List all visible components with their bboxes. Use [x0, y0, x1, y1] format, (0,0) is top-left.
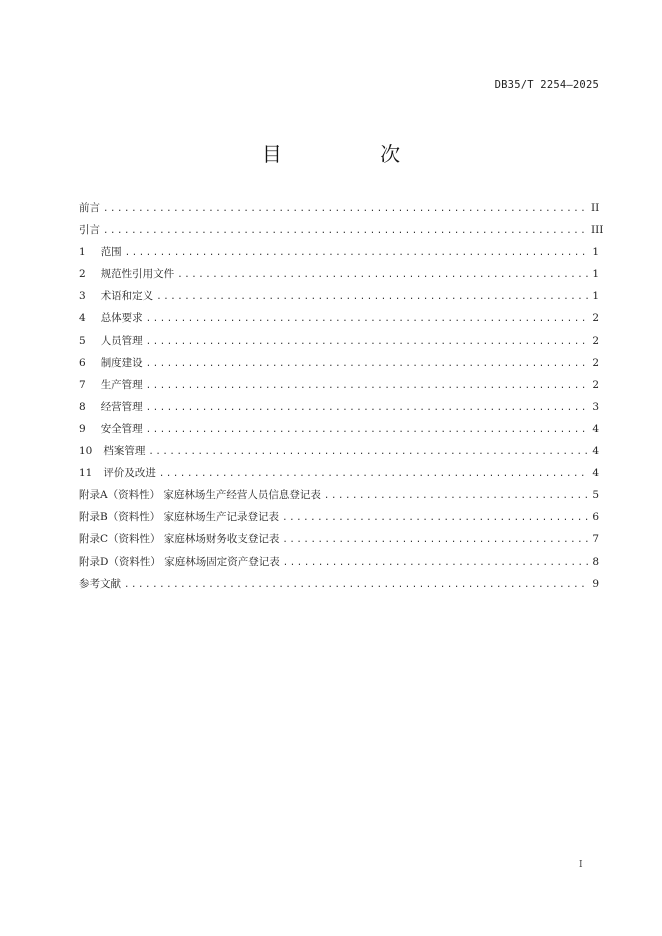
- toc-entry-number: 7: [79, 378, 86, 391]
- toc-entry-label: 参考文献: [79, 577, 121, 590]
- dot-leader: [146, 359, 588, 369]
- toc-entry-page: 1: [592, 246, 599, 259]
- toc-entry-page: 4: [592, 467, 599, 480]
- toc-entry-page: 2: [592, 312, 599, 325]
- toc-entry[interactable]: [79, 288, 599, 310]
- toc-entry[interactable]: [79, 222, 604, 244]
- toc-entry-number: 1: [79, 246, 86, 259]
- toc-entry[interactable]: [79, 487, 599, 509]
- dot-leader: [148, 447, 588, 457]
- toc-entry-label: 人员管理: [100, 334, 143, 347]
- toc-entry[interactable]: [79, 333, 599, 355]
- toc-entry-page: 5: [592, 489, 599, 502]
- page-number: I: [579, 860, 583, 870]
- toc-entry-page: 1: [592, 268, 599, 281]
- dot-leader: [159, 469, 588, 479]
- toc-entry-label: 附录C（资料性） 家庭林场财务收支登记表: [79, 533, 280, 546]
- toc-entry[interactable]: [79, 465, 599, 487]
- toc-entry-label: 生产管理: [100, 378, 143, 391]
- dot-leader: [103, 204, 588, 214]
- toc-entry[interactable]: [79, 244, 599, 266]
- dot-leader: [324, 491, 588, 501]
- toc-entry-label: 安全管理: [100, 422, 143, 435]
- toc-entry[interactable]: [79, 576, 599, 598]
- dot-leader: [125, 248, 588, 258]
- toc-entry-number: 6: [79, 356, 86, 369]
- toc-entry-page: 3: [592, 400, 599, 413]
- toc-entry-page: II: [591, 202, 600, 214]
- toc-entry-label: 附录D（资料性） 家庭林场固定资产登记表: [79, 555, 280, 568]
- toc-entry-label: 评价及改进: [103, 467, 156, 480]
- toc-entry-label: 规范性引用文件: [100, 268, 175, 281]
- toc-entry-label: 档案管理: [103, 445, 146, 458]
- dot-leader: [124, 580, 588, 590]
- toc-entry[interactable]: [79, 200, 599, 222]
- toc-entry-page: 8: [592, 555, 599, 568]
- toc-entry-label: 引言: [79, 224, 100, 237]
- dot-leader: [282, 535, 588, 545]
- toc-entry-page: 6: [592, 511, 599, 524]
- toc-entry-label: 术语和定义: [100, 290, 154, 303]
- toc-entry-page: 2: [592, 334, 599, 347]
- toc-entry[interactable]: [79, 266, 599, 288]
- dot-leader: [146, 337, 588, 347]
- toc-entry[interactable]: [79, 355, 599, 377]
- toc-entry-number: 4: [79, 312, 86, 325]
- toc-entry[interactable]: [79, 421, 599, 443]
- toc-entry-page: III: [591, 224, 604, 237]
- toc-entry[interactable]: [79, 443, 599, 465]
- table-of-contents: [79, 200, 604, 598]
- toc-entry-page: 9: [592, 577, 599, 590]
- toc-entry[interactable]: [79, 509, 599, 531]
- toc-entry-number: 8: [79, 400, 86, 413]
- toc-entry-label: 附录B（资料性） 家庭林场生产记录登记表: [79, 511, 280, 524]
- toc-entry-label: 前言: [79, 202, 100, 214]
- toc-entry-page: 2: [592, 378, 599, 391]
- dot-leader: [146, 381, 588, 391]
- toc-entry-number: 9: [79, 422, 86, 435]
- toc-entry-label: 附录A（资料性） 家庭林场生产经营人员信息登记表: [79, 489, 321, 502]
- toc-entry-number: 5: [79, 334, 86, 347]
- toc-entry-number: 2: [79, 268, 86, 281]
- dot-leader: [156, 292, 588, 302]
- toc-entry-page: 1: [592, 290, 599, 303]
- toc-entry-label: 范围: [100, 246, 122, 259]
- toc-entry-number: 10: [79, 445, 93, 458]
- toc-entry[interactable]: [79, 377, 599, 399]
- toc-entry-page: 7: [592, 533, 599, 546]
- dot-leader: [146, 403, 588, 413]
- dot-leader: [282, 513, 588, 523]
- toc-entry-page: 2: [592, 356, 599, 369]
- dot-leader: [146, 314, 588, 324]
- toc-title: 目 次: [261, 142, 447, 166]
- toc-entry-label: 经营管理: [100, 400, 143, 413]
- toc-entry-label: 制度建设: [100, 356, 143, 369]
- toc-entry[interactable]: [79, 399, 599, 421]
- dot-leader: [103, 226, 588, 236]
- toc-entry-label: 总体要求: [100, 312, 143, 325]
- toc-entry[interactable]: [79, 531, 599, 553]
- toc-entry[interactable]: [79, 554, 599, 576]
- document-code: DB35/T 2254—2025: [494, 79, 599, 91]
- toc-entry-number: 3: [79, 290, 86, 303]
- toc-entry-page: 4: [592, 422, 599, 435]
- toc-entry[interactable]: [79, 310, 599, 332]
- dot-leader: [283, 558, 588, 568]
- dot-leader: [146, 425, 588, 435]
- dot-leader: [177, 270, 588, 280]
- toc-entry-number: 11: [79, 467, 93, 480]
- toc-entry-page: 4: [592, 445, 599, 458]
